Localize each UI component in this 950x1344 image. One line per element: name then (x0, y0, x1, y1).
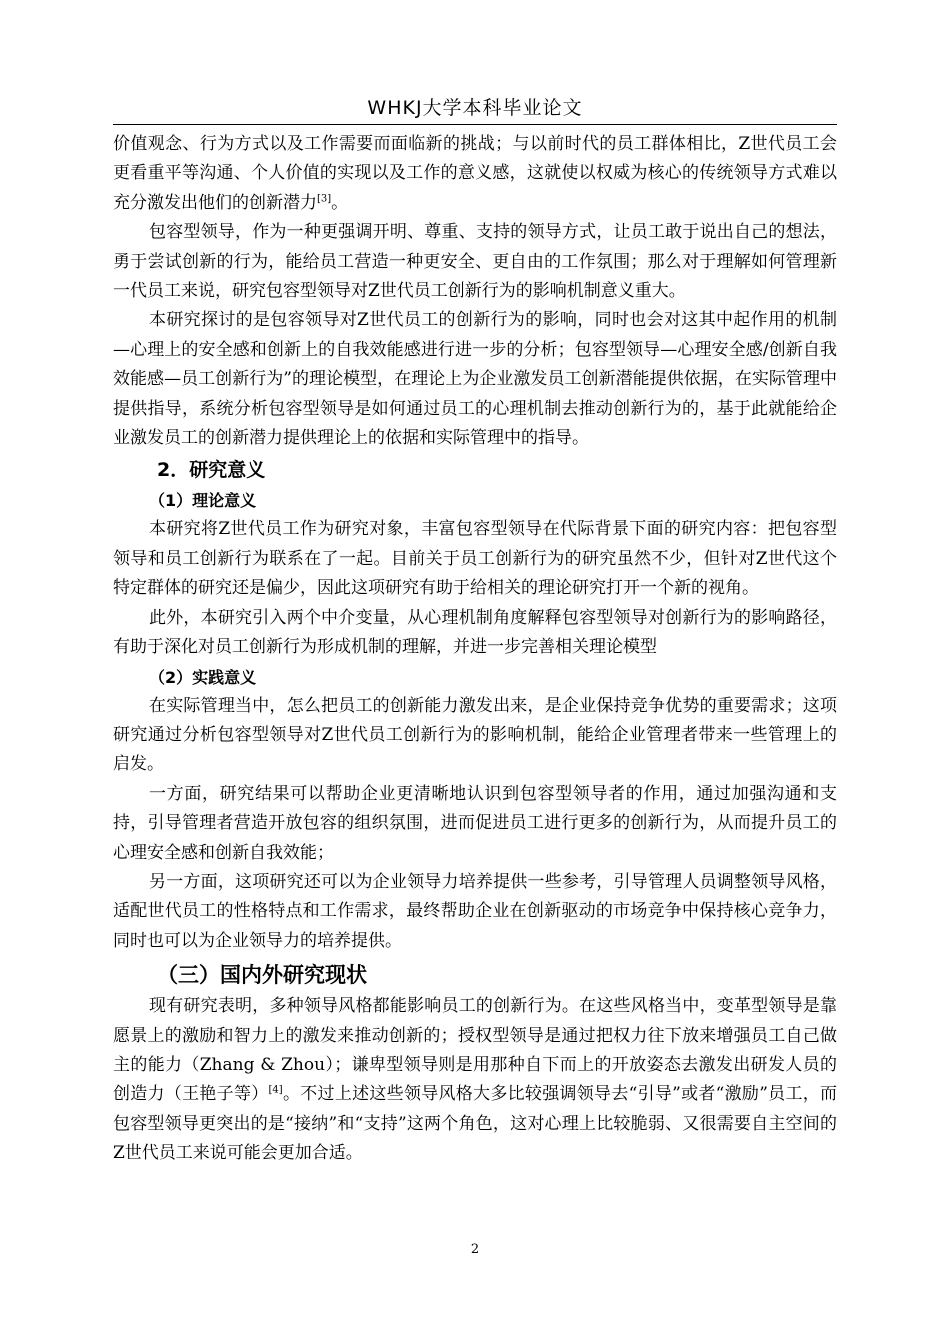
paragraph-text: 价值观念、行为方式以及工作需要而面临新的挑战；与以前时代的员工群体相比，Z世代员工会更看重平等沟通、个人价值的实现以及工作的意义感，这就使以权威为核心的传统领导方式难以充分激发出他们的创新潜力 (113, 134, 837, 213)
paragraph: 另一方面，这项研究还可以为企业领导力培养提供一些参考，引导管理人员调整领导风格，适配世代员工的性格特点和工作需求，最终帮助企业在创新驱动的市场竞争中保持核心竞争力，同时也可以为企业领导力的培养提供。 (113, 871, 837, 951)
paragraph: 在实际管理当中，怎么把员工的创新能力激发出来，是企业保持竞争优势的重要需求；这项研究通过分析包容型领导对Z世代员工创新行为的影响机制，能给企业管理者带来一些管理上的启发。 (113, 695, 837, 775)
paragraph-text: 现有研究表明，多种领导风格都能影响员工的创新行为。在这些风格当中，变革型领导是靠愿景上的激励和智力上的激发来推动创新的；授权型领导是通过把权力往下放来增强员工自己做主的能力（Zhang & Zhou）；谦卑型领导则是用那种自下而上的开放姿态去激发出研发人员的创造力（王艳子等） (113, 996, 837, 1105)
page-body (113, 130, 837, 1169)
citation: [4] (268, 1084, 283, 1096)
subsection-heading: （2）实践意义 (149, 667, 257, 687)
running-header: WHKJ大学本科毕业论文 (367, 97, 583, 119)
paragraph: 此外，本研究引入两个中介变量，从心理机制角度解释包容型领导对创新行为的影响路径，有助于深化对员工创新行为形成机制的理解，并进一步完善相关理论模型 (113, 607, 837, 658)
paragraph: 本研究探讨的是包容领导对Z世代员工的创新行为的影响，同时也会对这其中起作用的机制—心理上的安全感和创新上的自我效能感进行进一步的分析；包容型领导—心理安全感/创新自我效能感—员工创新行为”的理论模型，在理论上为企业激发员工创新潜能提供依据，在实际管理中提供指导，系统分析包容型领导是如何通过员工的心理机制去推动创新行为的，基于此就能给企业激发员工的创新潜力提供理论上的依据和实际管理中的指导。 (113, 310, 837, 449)
paragraph: 包容型领导，作为一种更强调开明、尊重、支持的领导方式，让员工敢于说出自己的想法，勇于尝试创新的行为，能给员工营造一种更安全、更自由的工作氛围；那么对于理解如何管理新一代员工来说，研究包容型领导对Z世代员工创新行为的影响机制意义重大。 (113, 222, 837, 302)
subsection-heading: （1）理论意义 (149, 491, 257, 511)
page-number: 2 (470, 1242, 480, 1257)
paragraph-tail: 。不过上述这些领导风格大多比较强调领导去“引导”或者“激励”员工，而包容型领导更突出的是“接纳”和“支持”这两个角色，这对心理上比较脆弱、又很需要自主空间的Z世代员工来说可能会更加合适。 (113, 1084, 838, 1164)
paragraph (113, 130, 837, 218)
paragraph: 一方面，研究结果可以帮助企业更清晰地认识到包容型领导者的作用，通过加强沟通和支持，引导管理者营造开放包容的组织氛围，进而促进员工进行更多的创新行为，从而提升员工的心理安全感和创新自我效能； (113, 783, 837, 863)
section-heading: 2．研究意义 (157, 459, 266, 482)
header-rule (113, 124, 837, 125)
citation: [3] (317, 193, 332, 205)
chapter-heading: （三）国内外研究现状 (157, 963, 367, 988)
paragraph (113, 992, 837, 1168)
paragraph: 本研究将Z世代员工作为研究对象，丰富包容型领导在代际背景下面的研究内容：把包容型领导和员工创新行为联系在了一起。目前关于员工创新行为的研究虽然不少，但针对Z世代这个特定群体的研究还是偏少，因此这项研究有助于给相关的理论研究打开一个新的视角。 (113, 519, 837, 599)
paragraph-tail: 。 (331, 192, 349, 213)
